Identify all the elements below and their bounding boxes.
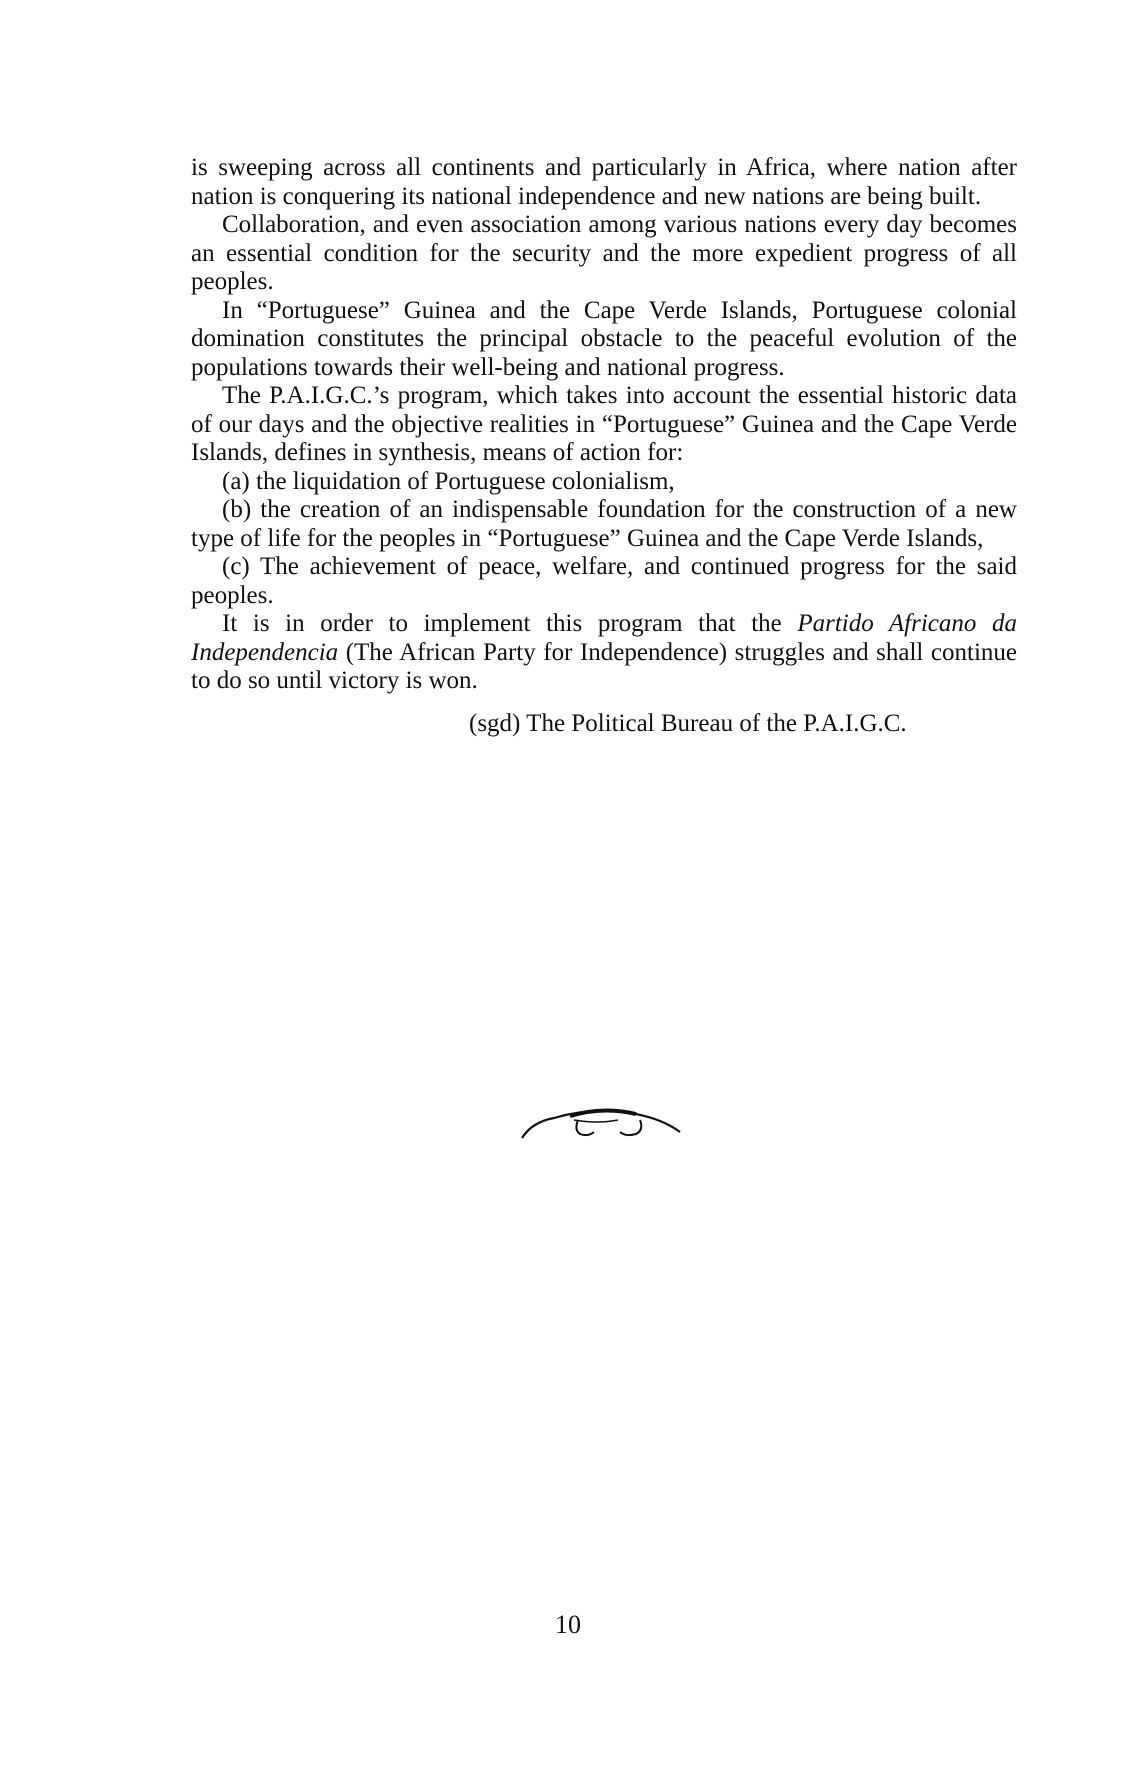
paragraph-closing (191, 610, 1017, 696)
paragraph-continuation: is sweeping across all continents and particularly in Africa, where nation after nation is conquering its national independence and new nations are being built. (191, 154, 1017, 210)
paragraph-colonial-domination: In “Portuguese” Guinea and the Cape Verde Islands, Portuguese colonial domination constitutes the principal obstacle to the peaceful evolution of the populations towards their well-being and national progress. (191, 296, 1017, 381)
flourish-graphic (518, 1100, 688, 1140)
list-item-b: (b) the creation of an indispensable foundation for the construction of a new type of life for the peoples in “Portuguese” Guinea and the Cape Verde Islands, (191, 496, 1017, 552)
signature-line: (sgd) The Political Bureau of the P.A.I.G.C. (469, 709, 907, 737)
list-item-c: (c) The achievement of peace, welfare, and continued progress for the said peoples. (191, 553, 1017, 609)
paragraph-collaboration: Collaboration, and even association among various nations every day becomes an essential condition for the security and the more expedient progress of all peoples. (191, 211, 1017, 295)
paragraph-program: The P.A.I.G.C.’s program, which takes into account the essential historic data of our days and the objective realities in “Portuguese” Guinea and the Cape Verde Islands, defines in synthesis, means of action for: (191, 382, 1017, 466)
page-number: 10 (555, 1610, 581, 1639)
body-text (191, 154, 1017, 738)
list-item-a: (a) the liquidation of Portuguese colonialism, (222, 467, 675, 495)
decorative-flourish-icon (518, 1100, 688, 1140)
party-name: Partido Africano da Independencia (191, 610, 1017, 666)
closing-text-before: It is in order to implement this program that the (222, 610, 798, 637)
closing-text-after: (The African Party for Independence) struggles and shall continue to do so until victory is won. (191, 638, 1017, 694)
